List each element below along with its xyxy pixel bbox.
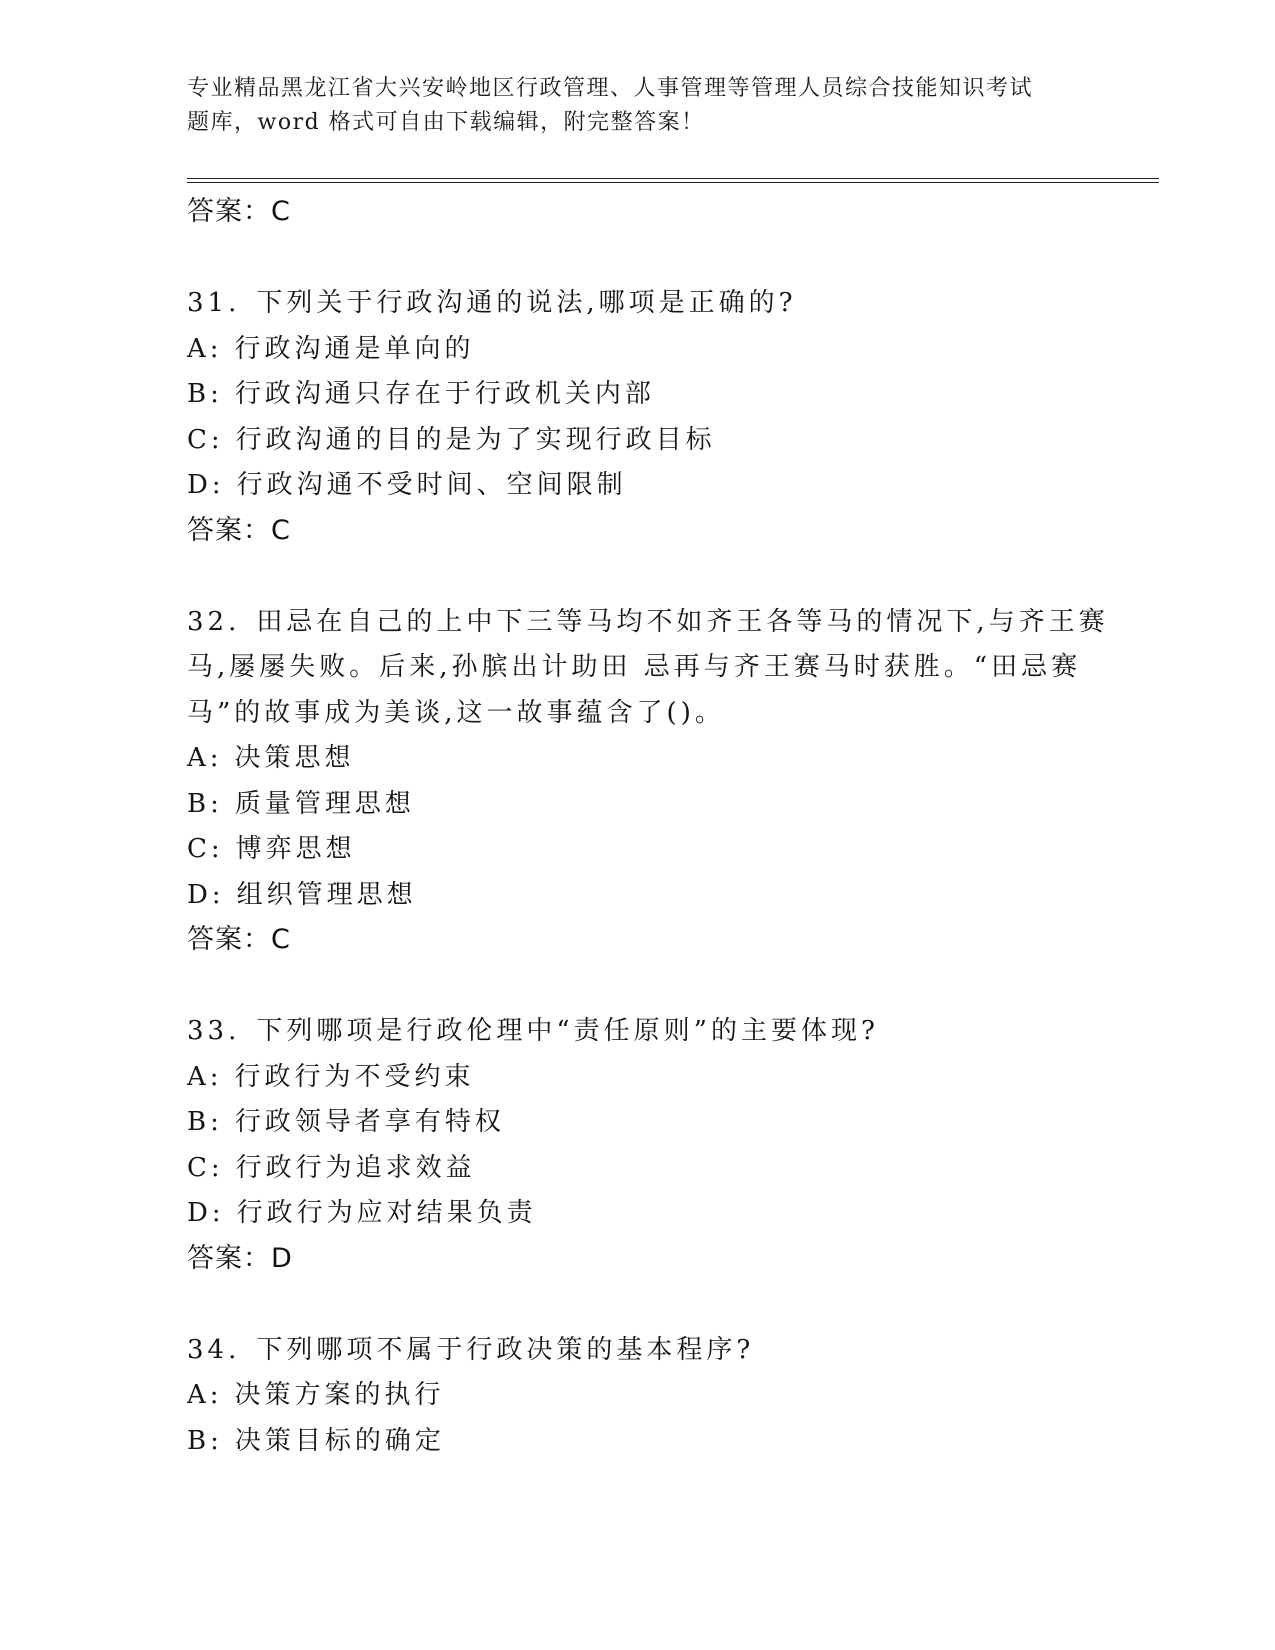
option-key: A: (187, 743, 223, 773)
question-line: 下列关于行政沟通的说法,哪项是正确的? (256, 288, 797, 318)
option-text: 行政领导者享有特权 (234, 1107, 505, 1137)
option-d (187, 873, 1167, 919)
option-text: 博弈思想 (235, 834, 356, 864)
option-text: 行政沟通的目的是为了实现行政目标 (235, 424, 716, 455)
option-key: C: (187, 834, 224, 864)
option-text: 质量管理思想 (234, 788, 415, 819)
question-text (187, 1328, 1167, 1374)
question-number: 33. (187, 1016, 241, 1046)
option-b (187, 1419, 1167, 1465)
option-key: B: (187, 1425, 223, 1456)
spacer (187, 234, 1167, 281)
option-a (187, 736, 1167, 782)
document-header (187, 72, 1087, 140)
header-divider-bottom (187, 182, 1159, 183)
option-c (187, 1146, 1167, 1192)
question-text-continued: 马”的故事成为美谈,这一故事蕴含了()。 (187, 697, 725, 728)
option-key: B: (187, 379, 223, 409)
previous-answer: 答案：C (187, 196, 291, 227)
question-text (187, 281, 1167, 327)
header-divider-top (187, 178, 1159, 179)
option-text: 行政行为应对结果负责 (236, 1198, 537, 1228)
option-text: 决策方案的执行 (234, 1380, 445, 1410)
spacer (187, 553, 1167, 600)
option-key: B: (187, 788, 223, 819)
option-key: C: (187, 1152, 224, 1183)
option-a (187, 1055, 1167, 1101)
question-number: 31. (187, 288, 241, 318)
option-text: 行政沟通是单向的 (234, 333, 475, 364)
option-d (187, 463, 1167, 509)
question-34 (187, 1328, 1167, 1465)
header-line-1: 专业精品黑龙江省大兴安岭地区行政管理、人事管理等管理人员综合技能知识考试 (187, 76, 1034, 101)
header-line-2: 题库，word 格式可自由下载编辑，附完整答案！ (187, 110, 705, 135)
option-text: 决策目标的确定 (234, 1425, 445, 1456)
option-key: D: (187, 470, 225, 500)
option-key: A: (187, 1380, 223, 1410)
option-b (187, 782, 1167, 828)
question-number: 34. (187, 1334, 241, 1365)
spacer (187, 1281, 1167, 1328)
question-text (187, 600, 1167, 646)
option-a (187, 327, 1167, 373)
spacer (187, 962, 1167, 1009)
option-key: A: (187, 1061, 223, 1092)
question-31 (187, 281, 1167, 553)
option-key: C: (187, 424, 224, 455)
question-text (187, 1009, 1167, 1055)
option-c (187, 418, 1167, 464)
answer: 答案：C (187, 924, 291, 955)
option-text: 决策思想 (234, 743, 355, 773)
option-b (187, 372, 1167, 418)
option-key: D: (187, 1198, 225, 1228)
question-text-continued: 马,屡屡失败。后来,孙膑出计助田 忌再与齐王赛马时获胜。“田忌赛 (187, 652, 1082, 682)
question-32 (187, 600, 1167, 963)
option-a (187, 1373, 1167, 1419)
option-text: 行政沟通只存在于行政机关内部 (234, 379, 655, 409)
option-text: 行政行为追求效益 (235, 1152, 476, 1183)
option-text: 行政沟通不受时间、空间限制 (236, 470, 627, 500)
question-line: 下列哪项是行政伦理中“责任原则”的主要体现? (256, 1016, 879, 1046)
question-number: 32. (187, 606, 241, 637)
question-line: 下列哪项不属于行政决策的基本程序? (256, 1334, 755, 1365)
question-33 (187, 1009, 1167, 1281)
option-c (187, 827, 1167, 873)
option-key: A: (187, 333, 223, 364)
option-text: 组织管理思想 (236, 879, 417, 910)
answer: 答案：C (187, 514, 291, 546)
option-d (187, 1191, 1167, 1237)
option-key: D: (187, 879, 225, 910)
question-line: 田忌在自己的上中下三等马均不如齐王各等马的情况下,与齐王赛 (256, 606, 1109, 637)
option-key: B: (187, 1107, 223, 1137)
option-text: 行政行为不受约束 (234, 1061, 475, 1092)
option-b (187, 1100, 1167, 1146)
question-list (187, 190, 1167, 1464)
answer: 答案：D (187, 1242, 293, 1274)
